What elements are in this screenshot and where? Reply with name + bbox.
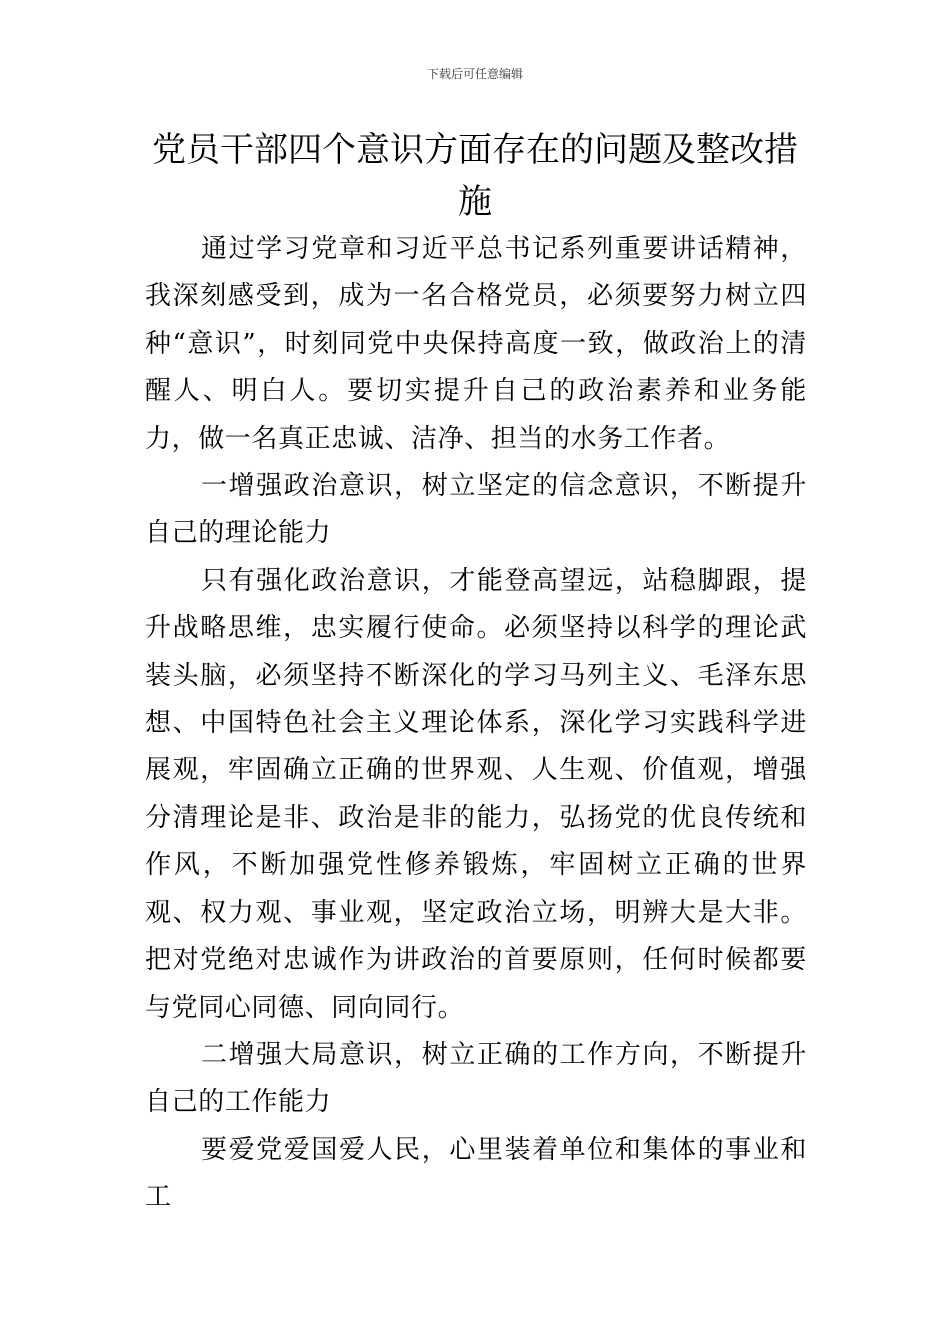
header-note: 下载后可任意编辑 bbox=[426, 67, 523, 81]
paragraph-intro: 通过学习党章和习近平总书记系列重要讲话精神，我深刻感受到，成为一名合格党员，必须要努力树立四种“意识”，时刻同党中央保持高度一致，做政治上的清醒人、明白人。要切实提升自己的政治素养和业务能力，做一名真正忠诚、洁净、担当的水务工作者。 bbox=[145, 234, 807, 454]
section-heading-2: 二增强大局意识，树立正确的工作方向，不断提升自己的工作能力 bbox=[145, 1039, 807, 1118]
document-title: 党员干部四个意识方面存在的问题及整改措施 bbox=[152, 130, 798, 222]
document-body bbox=[145, 226, 807, 1222]
paragraph-section-2: 要爱党爱国爱人民，心里装着单位和集体的事业和工 bbox=[145, 1134, 807, 1213]
section-heading-1: 一增强政治意识，树立坚定的信念意识，不断提升自己的理论能力 bbox=[145, 471, 807, 549]
paragraph-section-1: 只有强化政治意识，才能登高望远，站稳脚跟，提升战略思维，忠实履行使命。必须坚持以科学的理论武装头脑，必须坚持不断深化的学习马列主义、毛泽东思想、中国特色社会主义理论体系，深化学习实践科学进展观，牢固确立正确的世界观、人生观、价值观，增强分清理论是非、政治是非的能力，弘扬党的优良传统和作风，不断加强党性修养锻炼，牢固树立正确的世界观、权力观、事业观，坚定政治立场，明辨大是大非。把对党绝对忠诚作为讲政治的首要原则，任何时候都要与党同心同德、同向同行。 bbox=[145, 565, 807, 1023]
